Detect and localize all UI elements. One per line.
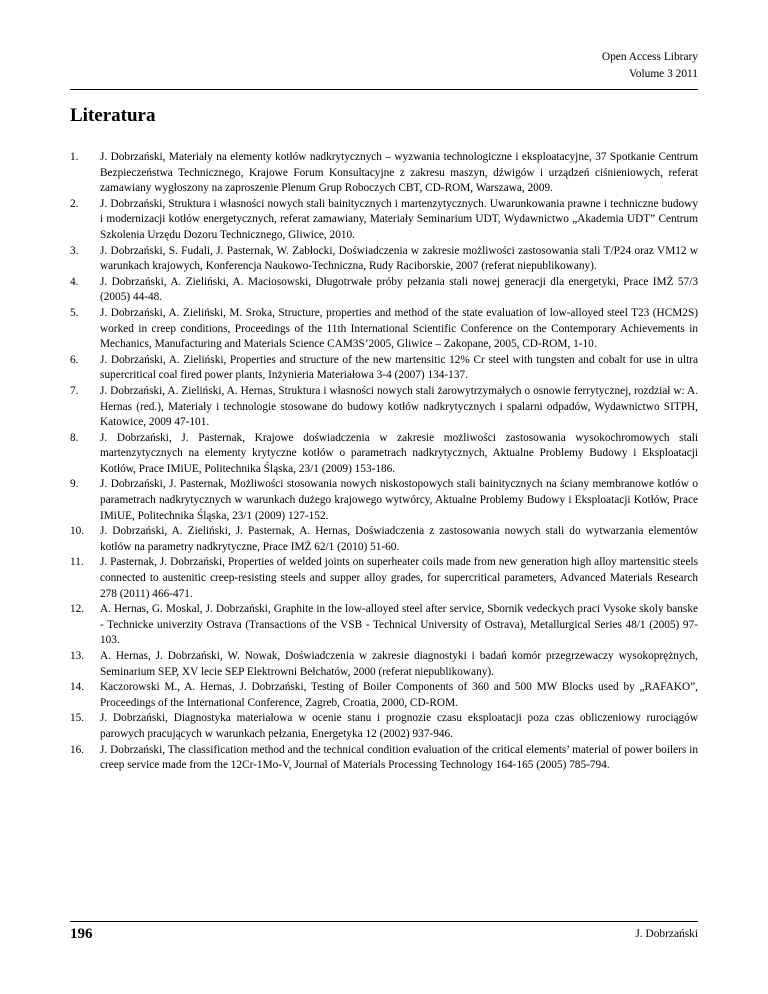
reference-item (70, 743, 698, 774)
reference-text: J. Dobrzański, A. Zieliński, M. Sroka, Structure, properties and method of the state evaluation of low-alloyed steel T23 (HCM2S) worked in creep conditions, Proceedings of the 11th International Scientific Conference on the Contemporary Achievements in Mechanics, Manufacturing and Materials Science CAM3S’2005, Gliwice – Zakopane, 2005, CD-ROM, 1-10. (100, 306, 698, 351)
reference-number: 2. (70, 197, 79, 210)
reference-item (70, 602, 698, 649)
reference-item (70, 306, 698, 353)
reference-item (70, 197, 698, 244)
reference-item (70, 680, 698, 711)
reference-text: J. Dobrzański, Materiały na elementy kotłów nadkrytycznych – wyzwania technologiczne i eksploatacyjne, 37 Spotkanie Centrum Bezpieczeństwa Technicznego, Krajowe Forum Konsultacyjne z zakresu maszyn, dźwigów i urządzeń ciśnieniowych, referat zamawiany wygłoszony na zaproszenie Plenum Grup Roboczych CBT, CD-ROM, Warszawa, 2009. (100, 151, 698, 195)
journal-name: Open Access Library (601, 51, 698, 63)
reference-text: J. Dobrzański, J. Pasternak, Krajowe doświadczenia w zakresie możliwości zastosowania wysokochromowych stali martenzytycznych na elementy krytyczne kotłów o parametrach nadkrytycznych, Aktualne Problemy Budowy i Eksploatacji Kotłów, Prace IMiUE, Politechnika Śląska, 23/1 (2009) 153-186. (100, 431, 698, 475)
reference-text: J. Dobrzański, The classification method and the technical condition evaluation of the critical elements’ material of power boilers in creep service made from the 12Cr-1Mo-V, Journal of Materials Processing Technology 164-165 (2005) 785-794. (100, 743, 698, 772)
reference-text: J. Dobrzański, A. Zieliński, J. Pasternak, A. Hernas, Doświadczenia z zastosowania nowych stali do wytwarzania elementów kotłów na parametry nadkrytyczne, Prace IMŻ 62/1 (2010) 51-60. (100, 525, 698, 553)
reference-item (70, 711, 698, 742)
reference-text: J. Dobrzański, Diagnostyka materiałowa w ocenie stanu i prognozie czasu eksploatacji poza czas obliczeniowy rurociągów parowych pracujących w warunkach pełzania, Energetyka 12 (2002) 937-946. (100, 712, 698, 740)
reference-list (70, 150, 698, 774)
reference-item (70, 555, 698, 602)
reference-item (70, 353, 698, 384)
reference-text: J. Dobrzański, A. Zieliński, A. Maciosowski, Długotrwałe próby pełzania stali nowej generacji dla energetyki, Prace IMŻ 57/3 (2005) 44-48. (100, 275, 698, 304)
reference-text: A. Hernas, G. Moskal, J. Dobrzański, Graphite in the low-alloyed steel after service, Sbornik vedeckych praci Vysoke skoly banske - Technicke univerzity Ostrava (Transactions of the VSB - Technical University of Ostrava), Metallurgical Series 48/1 (2005) 97-103. (100, 603, 698, 647)
reference-number: 8. (70, 431, 79, 444)
reference-item (70, 477, 698, 524)
reference-number: 10. (70, 525, 85, 538)
reference-number: 6. (70, 353, 79, 366)
footer-divider (70, 921, 698, 922)
reference-item (70, 649, 698, 680)
reference-text: J. Pasternak, J. Dobrzański, Properties of welded joints on superheater coils made from new generation high alloy martensitic steels connected to austenitic creep-resisting steels and supper alloy grades, for supercritical parameters, Advanced Materials Research 278 (2011) 466-471. (100, 556, 698, 600)
reference-item (70, 524, 698, 555)
reference-text: J. Dobrzański, A. Zieliński, A. Hernas, Struktura i własności nowych stali żarowytrzymałych o osnowie ferrytycznej, rozdział w: A. Hernas (red.), Materiały i technologie stosowane do budowy kotłów nadkrytycznych i spalarni odpadów, Wydawnictwo SITPH, Katowice, 2009 47-101. (100, 384, 698, 429)
reference-text: A. Hernas, J. Dobrzański, W. Nowak, Doświadczenia w zakresie diagnostyki i badań komór przegrzewaczy wysokoprężnych, Seminarium SEP, XV lecie SEP Elektrowni Bełchatów, 2000 (referat niepublikowany). (100, 650, 698, 678)
reference-number: 7. (70, 384, 79, 397)
reference-item (70, 431, 698, 478)
section-title: Literatura (70, 105, 156, 126)
volume-info: Volume 3 2011 (629, 68, 698, 80)
reference-text: J. Dobrzański, J. Pasternak, Możliwości stosowania nowych niskostopowych stali bainitycznych na ściany membranowe kotłów o parametrach nadkrytycznych w warunkach dużego krajowego wytwórcy, Aktualne Problemy Budowy i Eksploatacji Kotłów, Prace IMiUE, Politechnika Śląska, 23/1 (2009) 127-152. (100, 478, 698, 522)
reference-number: 11. (70, 556, 84, 569)
reference-number: 5. (70, 306, 79, 319)
footer-author: J. Dobrzański (635, 928, 698, 940)
reference-number: 9. (70, 478, 79, 491)
reference-text: J. Dobrzański, A. Zieliński, Properties and structure of the new martensitic 12% Cr steel with tungsten and cobalt for use in ultra supercritical coal fired power plants, Inżynieria Materiałowa 3-4 (2007) 134-137. (100, 353, 698, 382)
running-header (602, 49, 698, 83)
reference-number: 15. (70, 712, 85, 725)
reference-number: 14. (70, 681, 85, 694)
reference-text: J. Dobrzański, Struktura i własności nowych stali bainitycznych i martenzytycznych. Uwarunkowania prawne i techniczne budowy i modernizacji kotłów energetycznych, referat zamawiany, Materiały Seminarium UDT, Wydawnictwo „Akademia UDT” Centrum Szkolenia Urzędu Dozoru Technicznego, Gliwice, 2010. (100, 197, 698, 241)
page-number: 196 (70, 926, 93, 942)
reference-number: 16. (70, 743, 85, 756)
reference-item (70, 275, 698, 306)
reference-number: 13. (70, 650, 85, 662)
header-divider (70, 89, 698, 90)
reference-text: Kaczorowski M., A. Hernas, J. Dobrzański, Testing of Boiler Components of 360 and 500 MW Blocks used by „RAFAKO”, Proceedings of the International Conference, Zagreb, Croatia, 2000, CD-ROM. (100, 681, 698, 709)
reference-number: 12. (70, 603, 85, 616)
reference-item (70, 244, 698, 275)
reference-number: 1. (70, 151, 79, 163)
reference-text: J. Dobrzański, S. Fudali, J. Pasternak, W. Zabłocki, Doświadczenia w zakresie możliwości zastosowania stali T/P24 oraz VM12 w warunkach krajowych, Konferencja Naukowo-Techniczna, Rudy Raciborskie, 2007 (referat niepublikowany). (100, 244, 698, 273)
reference-item (70, 150, 698, 197)
reference-number: 4. (70, 275, 79, 288)
reference-item (70, 384, 698, 431)
reference-number: 3. (70, 244, 79, 257)
